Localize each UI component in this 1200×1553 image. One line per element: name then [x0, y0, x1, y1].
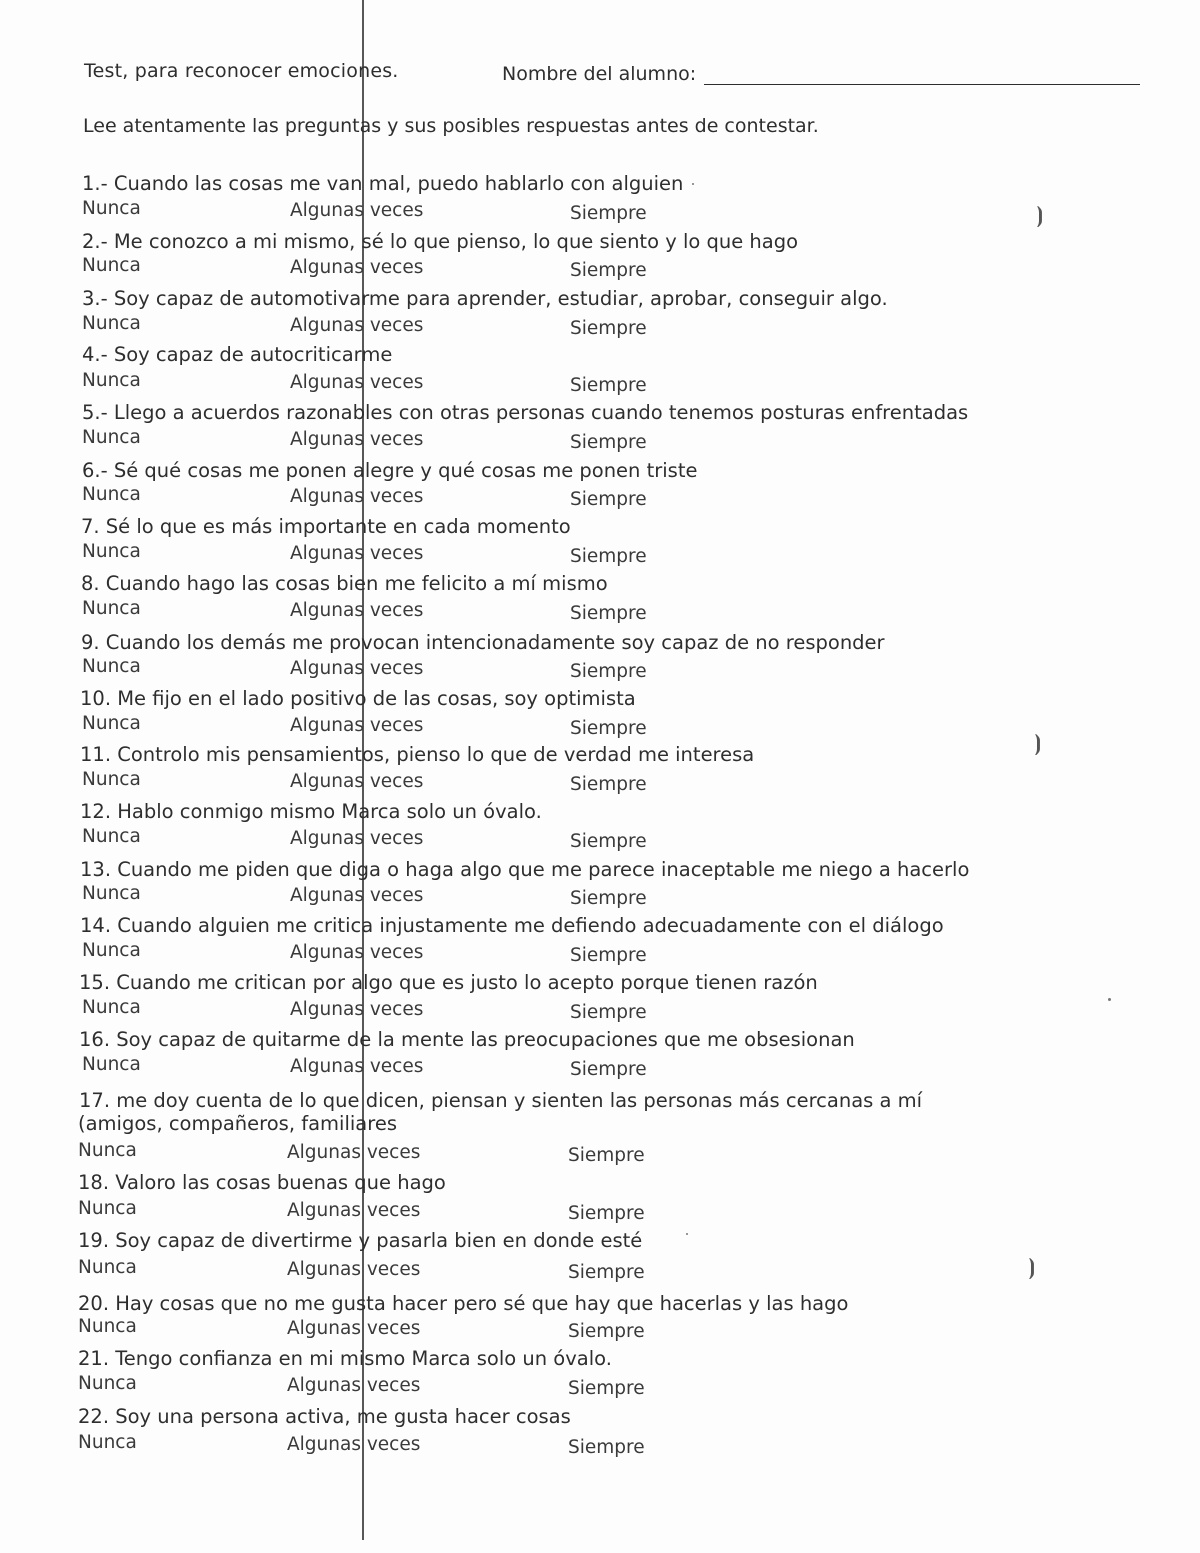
question-6: 6.- Sé qué cosas me ponen alegre y qué cosas me ponen triste [82, 459, 698, 482]
test-title: Test, para reconocer emociones. [84, 60, 399, 82]
scan-speck [692, 183, 694, 185]
answer-sometimes[interactable]: Algunas veces [290, 771, 424, 792]
answer-never[interactable]: Nunca [82, 713, 141, 734]
answer-sometimes[interactable]: Algunas veces [287, 1142, 421, 1163]
answer-sometimes[interactable]: Algunas veces [287, 1318, 421, 1339]
question-21: 21. Tengo confianza en mi mismo Marca solo un óvalo. [78, 1347, 612, 1370]
question-20: 20. Hay cosas que no me gusta hacer pero sé que hay que hacerlas y las hago [78, 1292, 849, 1315]
answer-always[interactable]: Siempre [570, 603, 647, 624]
scan-mark-bracket: ⦘ [1034, 731, 1042, 756]
answer-never[interactable]: Nunca [78, 1198, 137, 1219]
answer-always[interactable]: Siempre [570, 774, 647, 795]
answer-sometimes[interactable]: Algunas veces [290, 1056, 424, 1077]
question-10: 10. Me fijo en el lado positivo de las cosas, soy optimista [80, 687, 636, 710]
answer-sometimes[interactable]: Algunas veces [290, 999, 424, 1020]
answer-never[interactable]: Nunca [82, 883, 141, 904]
question-1: 1.- Cuando las cosas me van mal, puedo hablarlo con alguien [82, 172, 684, 195]
answer-never[interactable]: Nunca [78, 1140, 137, 1161]
answer-never[interactable]: Nunca [82, 370, 141, 391]
answer-sometimes[interactable]: Algunas veces [287, 1200, 421, 1221]
answer-sometimes[interactable]: Algunas veces [287, 1434, 421, 1455]
student-name-row [502, 62, 1140, 85]
answer-sometimes[interactable]: Algunas veces [287, 1375, 421, 1396]
answer-always[interactable]: Siempre [568, 1262, 645, 1283]
answer-never[interactable]: Nunca [82, 997, 141, 1018]
question-8: 8. Cuando hago las cosas bien me felicito a mí mismo [81, 572, 608, 595]
answer-never[interactable]: Nunca [78, 1257, 137, 1278]
answer-always[interactable]: Siempre [568, 1145, 645, 1166]
question-17-continuation: (amigos, compañeros, familiares [78, 1112, 397, 1135]
answer-never[interactable]: Nunca [78, 1432, 137, 1453]
answer-always[interactable]: Siempre [570, 831, 647, 852]
answer-always[interactable]: Siempre [570, 432, 647, 453]
answer-never[interactable]: Nunca [82, 1054, 141, 1075]
scan-mark-bracket: ⦘ [1036, 203, 1044, 228]
answer-always[interactable]: Siempre [570, 546, 647, 567]
answer-sometimes[interactable]: Algunas veces [290, 715, 424, 736]
answer-sometimes[interactable]: Algunas veces [290, 486, 424, 507]
answer-always[interactable]: Siempre [570, 945, 647, 966]
question-7: 7. Sé lo que es más importante en cada momento [81, 515, 571, 538]
answer-always[interactable]: Siempre [570, 718, 647, 739]
question-12: 12. Hablo conmigo mismo Marca solo un óvalo. [80, 800, 542, 823]
answer-never[interactable]: Nunca [82, 656, 141, 677]
answer-always[interactable]: Siempre [570, 661, 647, 682]
answer-sometimes[interactable]: Algunas veces [287, 1259, 421, 1280]
answer-always[interactable]: Siempre [570, 375, 647, 396]
question-2: 2.- Me conozco a mi mismo, sé lo que pienso, lo que siento y lo que hago [82, 230, 799, 253]
answer-always[interactable]: Siempre [568, 1378, 645, 1399]
answer-sometimes[interactable]: Algunas veces [290, 543, 424, 564]
question-14: 14. Cuando alguien me critica injustamente me defiendo adecuadamente con el diálogo [80, 914, 944, 937]
answer-sometimes[interactable]: Algunas veces [290, 315, 424, 336]
answer-always[interactable]: Siempre [570, 1002, 647, 1023]
question-22: 22. Soy una persona activa, me gusta hacer cosas [78, 1405, 571, 1428]
answer-never[interactable]: Nunca [82, 826, 141, 847]
answer-sometimes[interactable]: Algunas veces [290, 885, 424, 906]
question-9: 9. Cuando los demás me provocan intencionadamente soy capaz de no responder [81, 631, 885, 654]
answer-always[interactable]: Siempre [570, 888, 647, 909]
answer-sometimes[interactable]: Algunas veces [290, 942, 424, 963]
answer-never[interactable]: Nunca [82, 541, 141, 562]
answer-never[interactable]: Nunca [82, 427, 141, 448]
question-18: 18. Valoro las cosas buenas que hago [78, 1171, 446, 1194]
answer-never[interactable]: Nunca [82, 198, 141, 219]
answer-never[interactable]: Nunca [82, 940, 141, 961]
answer-sometimes[interactable]: Algunas veces [290, 658, 424, 679]
answer-sometimes[interactable]: Algunas veces [290, 372, 424, 393]
question-4: 4.- Soy capaz de autocriticarme [82, 343, 393, 366]
question-11: 11. Controlo mis pensamientos, pienso lo que de verdad me interesa [80, 743, 755, 766]
answer-sometimes[interactable]: Algunas veces [290, 828, 424, 849]
answer-never[interactable]: Nunca [82, 255, 141, 276]
answer-sometimes[interactable]: Algunas veces [290, 429, 424, 450]
question-5: 5.- Llego a acuerdos razonables con otras personas cuando tenemos posturas enfrentadas [82, 401, 969, 424]
instructions: Lee atentamente las preguntas y sus posibles respuestas antes de contestar. [83, 115, 819, 137]
answer-always[interactable]: Siempre [570, 318, 647, 339]
answer-always[interactable]: Siempre [568, 1203, 645, 1224]
scan-mark-bracket: ⦘ [1028, 1255, 1036, 1280]
answer-never[interactable]: Nunca [82, 769, 141, 790]
student-name-label: Nombre del alumno: [502, 63, 697, 85]
question-17: 17. me doy cuenta de lo que dicen, piensan y sienten las personas más cercanas a mí [79, 1089, 923, 1112]
answer-never[interactable]: Nunca [82, 598, 141, 619]
scan-speck [1108, 998, 1111, 1001]
answer-never[interactable]: Nunca [82, 313, 141, 334]
answer-never[interactable]: Nunca [78, 1316, 137, 1337]
question-15: 15. Cuando me critican por algo que es justo lo acepto porque tienen razón [79, 971, 818, 994]
answer-sometimes[interactable]: Algunas veces [290, 257, 424, 278]
question-3: 3.- Soy capaz de automotivarme para aprender, estudiar, aprobar, conseguir algo. [82, 287, 888, 310]
student-name-field[interactable] [704, 62, 1140, 85]
answer-always[interactable]: Siempre [570, 203, 647, 224]
answer-always[interactable]: Siempre [570, 260, 647, 281]
answer-sometimes[interactable]: Algunas veces [290, 200, 424, 221]
answer-never[interactable]: Nunca [82, 484, 141, 505]
question-19: 19. Soy capaz de divertirme y pasarla bien en donde esté [78, 1229, 643, 1252]
answer-always[interactable]: Siempre [568, 1321, 645, 1342]
question-16: 16. Soy capaz de quitarme de la mente las preocupaciones que me obsesionan [79, 1028, 855, 1051]
answer-never[interactable]: Nunca [78, 1373, 137, 1394]
scan-speck [686, 1233, 688, 1235]
answer-always[interactable]: Siempre [568, 1437, 645, 1458]
answer-always[interactable]: Siempre [570, 1059, 647, 1080]
answer-sometimes[interactable]: Algunas veces [290, 600, 424, 621]
answer-always[interactable]: Siempre [570, 489, 647, 510]
question-13: 13. Cuando me piden que diga o haga algo que me parece inaceptable me niego a hacerlo [80, 858, 970, 881]
